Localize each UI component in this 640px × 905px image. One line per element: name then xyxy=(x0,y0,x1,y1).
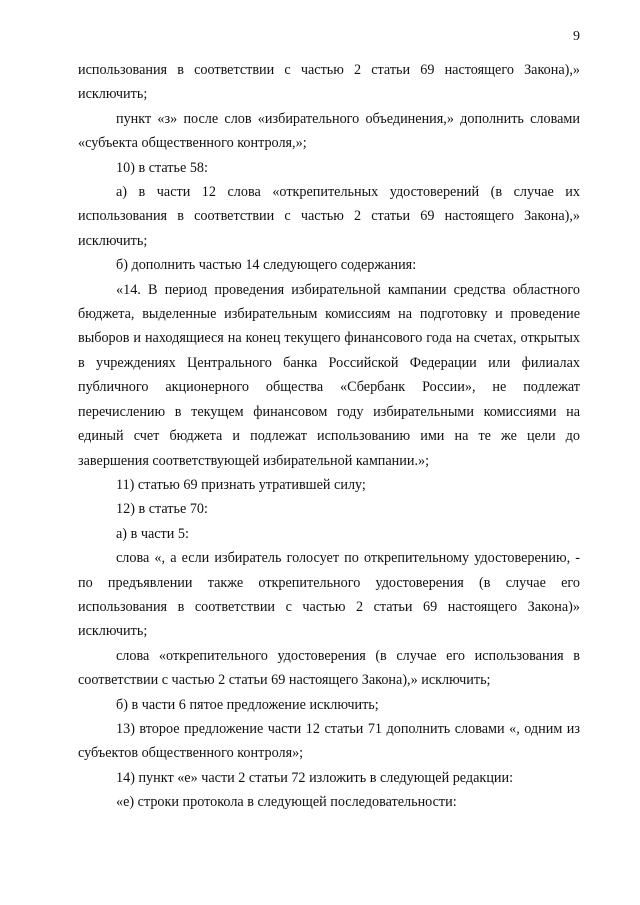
paragraph: «е) строки протокола в следующей последовательности: xyxy=(116,794,457,811)
paragraph: 14) пункт «е» части 2 статьи 72 изложить в следующей редакции: xyxy=(116,769,514,786)
paragraph: а) в части 5: xyxy=(116,525,189,542)
paragraph: пункт «з» после слов «избирательного объединения,» дополнить словами «субъекта общественного контроля,»; xyxy=(78,110,580,152)
paragraph: б) в части 6 пятое предложение исключить; xyxy=(116,696,379,713)
paragraph: 11) статью 69 признать утратившей силу; xyxy=(116,476,366,493)
document-body xyxy=(78,58,580,815)
page-number: 9 xyxy=(573,29,580,44)
paragraph: а) в части 12 слова «открепительных удостоверений (в случае их использования в соответствии с частью 2 статьи 69 настоящего Закона),» исключить; xyxy=(78,184,580,249)
paragraph: слова «, а если избиратель голосует по открепительному удостоверению, - по предъявлении также открепительного удостоверения (в случае его использования в соответствии с частью 2 статьи 69 настоящего Закона)» исключить; xyxy=(78,550,580,640)
paragraph: слова «открепительного удостоверения (в случае его использования в соответствии с частью 2 статьи 69 настоящего Закона),» исключить; xyxy=(78,647,580,689)
paragraph: б) дополнить частью 14 следующего содержания: xyxy=(116,257,417,274)
paragraph: использования в соответствии с частью 2 статьи 69 настоящего Закона),» исключить; xyxy=(78,62,580,103)
paragraph: «14. В период проведения избирательной кампании средства областного бюджета, выделенные избирательным комиссиям на подготовку и проведение выборов и находящиеся на конец текущего финансового года на счетах, открытых в учреждениях Центрального банка Российской Федерации или филиалах публичного акционерного общества «Сбербанк России», не подлежат перечислению в текущем финансовом году избирательными комиссиями на единый счет бюджета и подлежат использованию ими на те же цели до завершения соответствующей избирательной кампании.»; xyxy=(78,281,580,469)
paragraph: 13) второе предложение части 12 статьи 71 дополнить словами «, одним из субъектов общественного контроля»; xyxy=(78,720,580,762)
paragraph: 10) в статье 58: xyxy=(116,159,208,176)
paragraph: 12) в статье 70: xyxy=(116,501,208,518)
